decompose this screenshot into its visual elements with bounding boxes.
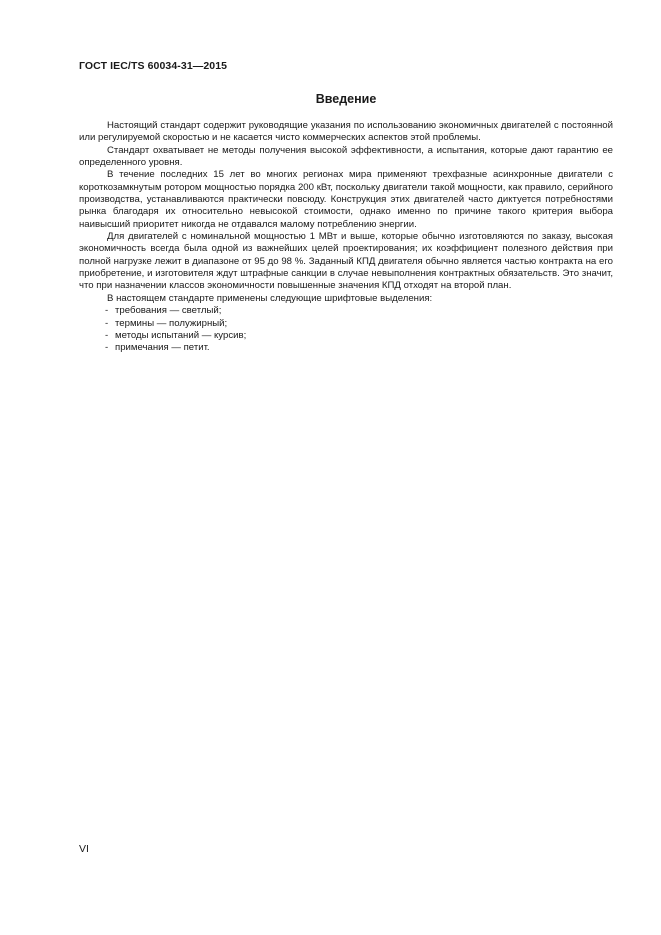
introduction-body (79, 120, 613, 355)
paragraph-3: В течение последних 15 лет во многих регионах мира применяют трехфазные асинхронные двигатели с короткозамкнутым ротором мощностью порядка 200 кВт, поскольку двигатели такой мощности, как правило, серийного производства, устанавливаются практически повсюду. Конструкция этих двигателей часто диктуется потребностями рынка благодаря их относительно невысокой стоимости, однако именно по причине такого критерия выбора наивысший приоритет никогда не отдавался малому потреблению энергии. (79, 169, 613, 230)
list-marker: - (105, 317, 109, 329)
list-item-text: требования — светлый; (115, 305, 222, 317)
list-item-text: термины — полужирный; (115, 317, 228, 329)
list-item-text: методы испытаний — курсив; (115, 329, 247, 341)
document-header-id: ГОСТ IEC/TS 60034-31—2015 (79, 60, 228, 72)
list-item (79, 342, 613, 354)
page-number: VI (79, 843, 89, 855)
list-marker: - (105, 305, 109, 317)
list-marker: - (105, 329, 109, 341)
section-title: Введение (315, 92, 377, 106)
list-item (79, 318, 613, 330)
list-marker: - (105, 342, 109, 354)
list-item (79, 330, 613, 342)
paragraph-2: Стандарт охватывает не методы получения высокой эффективности, а испытания, которые дают гарантию ее определенного уровня. (79, 144, 613, 169)
list-item (79, 305, 613, 317)
paragraph-1: Настоящий стандарт содержит руководящие указания по использованию экономичных двигателей с постоянной или регулируемой скоростью и не касается чисто коммерческих аспектов этой проблемы. (79, 120, 613, 144)
paragraph-5: В настоящем стандарте применены следующие шрифтовые выделения: (107, 292, 433, 304)
paragraph-4: Для двигателей с номинальной мощностью 1 МВт и выше, которые обычно изготовляются по заказу, высокая экономичность всегда была одной из важнейших целей проектирования; их коэффициент полезного действия при полной нагрузке лежит в диапазоне от 95 до 98 %. Заданный КПД двигателя обычно является частью контракта на его приобретение, и изготовителя ждут штрафные санкции в случае невыполнения контрактных обязательств. Это значит, что при назначении классов экономичности повышенные значения КПД отходят на второй план. (79, 231, 613, 292)
list-item-text: примечания — петит. (115, 342, 210, 354)
